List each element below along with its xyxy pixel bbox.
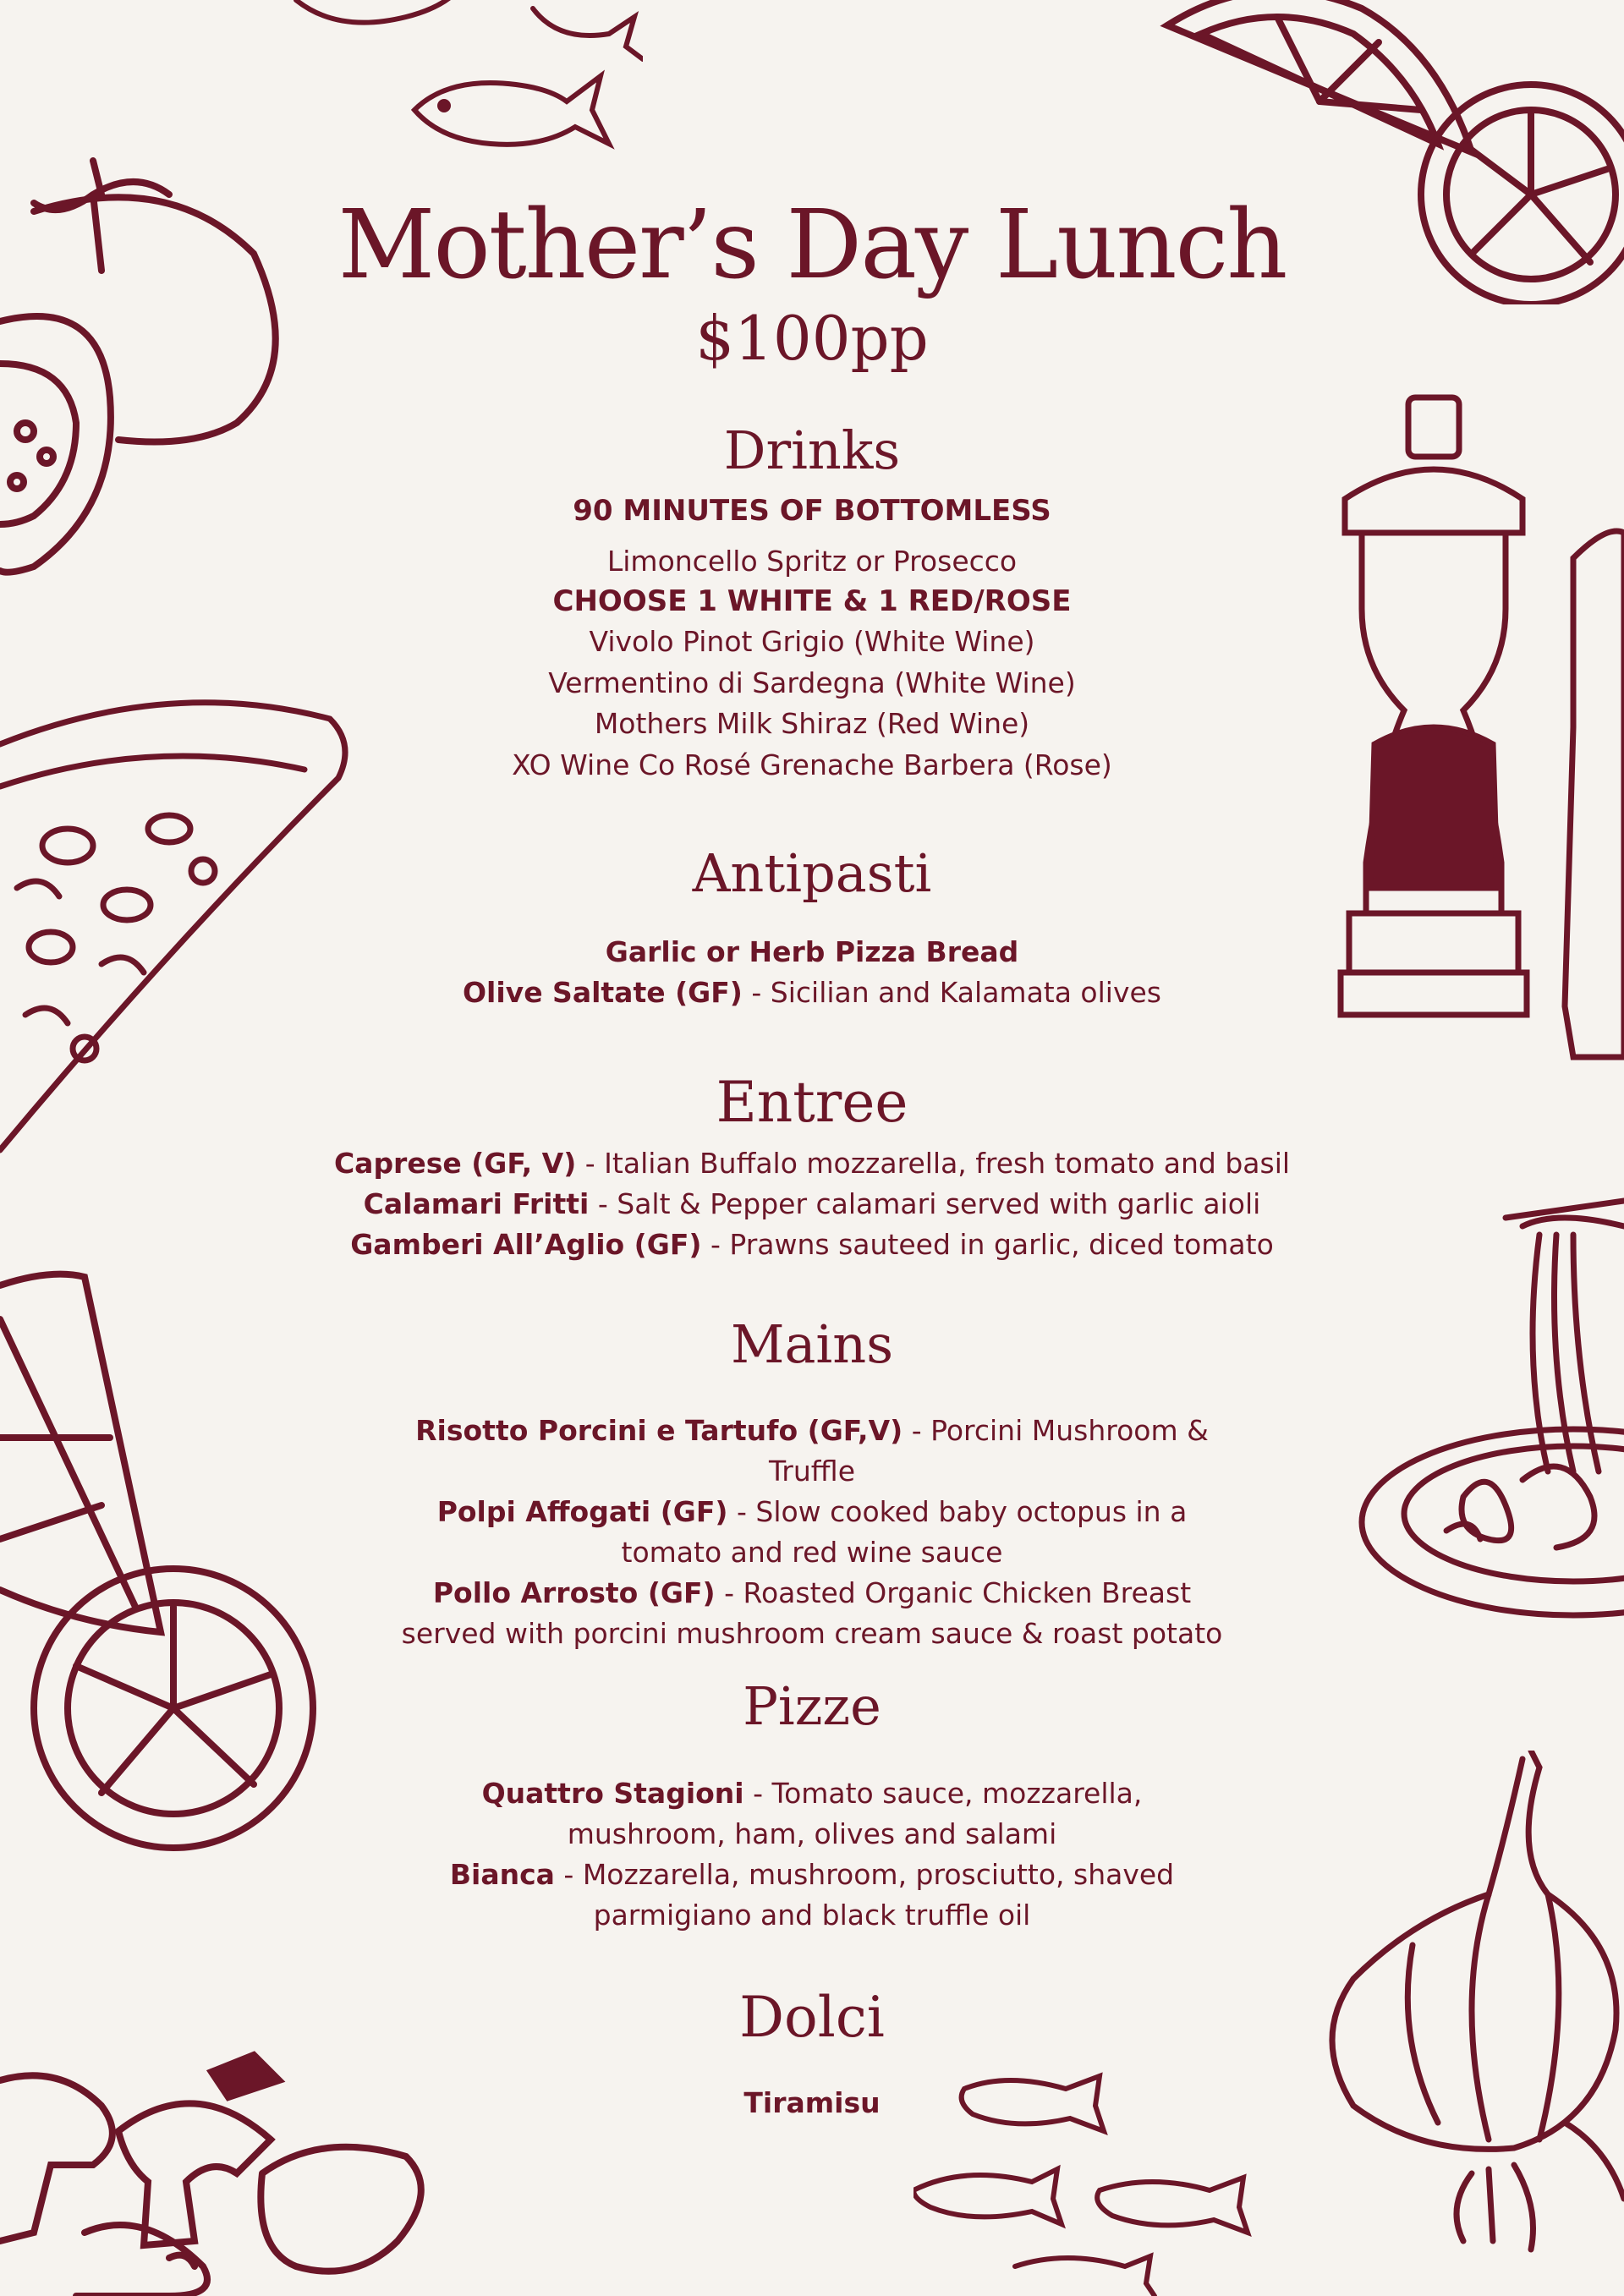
menu-item-name: Tiramisu [743,2086,881,2119]
wine-item: XO Wine Co Rosé Grenache Barbera (Rose) [512,748,1112,781]
section-heading-mains: Mains [730,1313,894,1375]
garlic-icon [1320,1751,1624,2258]
menu-item [304,1773,1320,1814]
menu-item-name: Quattro Stagioni [481,1777,744,1810]
menu-item-desc: - Tomato sauce, mozzarella, [743,1777,1143,1810]
section-heading-drinks: Drinks [723,419,901,481]
lemon-slice-icon [0,1269,330,1860]
menu-item-desc: - Porcini Mushroom & [903,1414,1209,1447]
menu-item-name: Caprese (GF, V) [333,1147,577,1180]
price-per-person: $100pp [695,303,929,374]
pasta-fork-icon [1353,1192,1624,1683]
section-heading-pizze: Pizze [743,1675,881,1737]
menu-item-name: Pollo Arrosto (GF) [432,1576,716,1609]
wine-item: Mothers Milk Shiraz (Red Wine) [594,707,1030,740]
menu-item-desc: - Roasted Organic Chicken Breast [715,1576,1192,1609]
menu-item [304,1492,1320,1532]
menu-item-name: Calamari Fritti [363,1187,590,1220]
section-heading-entree: Entree [716,1070,908,1135]
menu-item-continuation: Truffle [769,1455,855,1488]
menu-item-desc: - Sicilian and Kalamata olives [742,976,1161,1009]
section-heading-dolci: Dolci [739,1985,885,2050]
drinks-subheading: 90 MINUTES OF BOTTOMLESS [573,494,1051,528]
page-title: Mother’s Day Lunch [337,190,1287,300]
menu-item-desc: - Prawns sauteed in garlic, diced tomato [701,1228,1274,1261]
menu-item-desc: - Italian Buffalo mozzarella, fresh tomato and basil [576,1147,1291,1180]
menu-item-continuation: mushroom, ham, olives and salami [567,1817,1057,1850]
drinks-choose-line: CHOOSE 1 WHITE & 1 RED/ROSE [552,584,1072,618]
tomato-icon [0,144,288,600]
menu-item [304,1411,1320,1451]
menu-item-desc: - Salt & Pepper calamari served with garlic aioli [589,1187,1261,1220]
fish-icon [288,0,643,161]
menu-item-desc: - Mozzarella, mushroom, prosciutto, shaved [554,1858,1175,1891]
menu-item-name: Gamberi All’Aglio (GF) [350,1228,702,1261]
wine-item: Vermentino di Sardegna (White Wine) [548,666,1076,699]
menu-item [304,1855,1320,1895]
menu-item-continuation: parmigiano and black truffle oil [593,1899,1031,1932]
menu-item [304,1573,1320,1614]
menu-item [304,1184,1320,1225]
menu-item-continuation: served with porcini mushroom cream sauce & roast potato [401,1617,1223,1650]
menu-item-name: Risotto Porcini e Tartufo (GF,V) [415,1414,903,1447]
menu-item [304,1143,1320,1184]
section-heading-antipasti: Antipasti [692,842,932,904]
menu-item-name: Bianca [449,1858,555,1891]
menu-item [304,1225,1320,1265]
menu-item-name: Garlic or Herb Pizza Bread [605,935,1019,968]
menu-item-continuation: tomato and red wine sauce [621,1536,1003,1569]
menu-item [304,973,1320,1013]
menu-item [304,932,1320,973]
pizza-slice-icon [0,693,355,1167]
pepper-mill-icon [1328,389,1624,1082]
menu-item-name: Olive Saltate (GF) [463,976,743,1009]
drinks-spritz-line: Limoncello Spritz or Prosecco [606,545,1018,578]
menu-item-name: Polpi Affogati (GF) [436,1495,728,1528]
menu-item [304,2083,1320,2123]
wine-item: Vivolo Pinot Grigio (White Wine) [589,625,1035,658]
menu-item-desc: - Slow cooked baby octopus in a [727,1495,1188,1528]
